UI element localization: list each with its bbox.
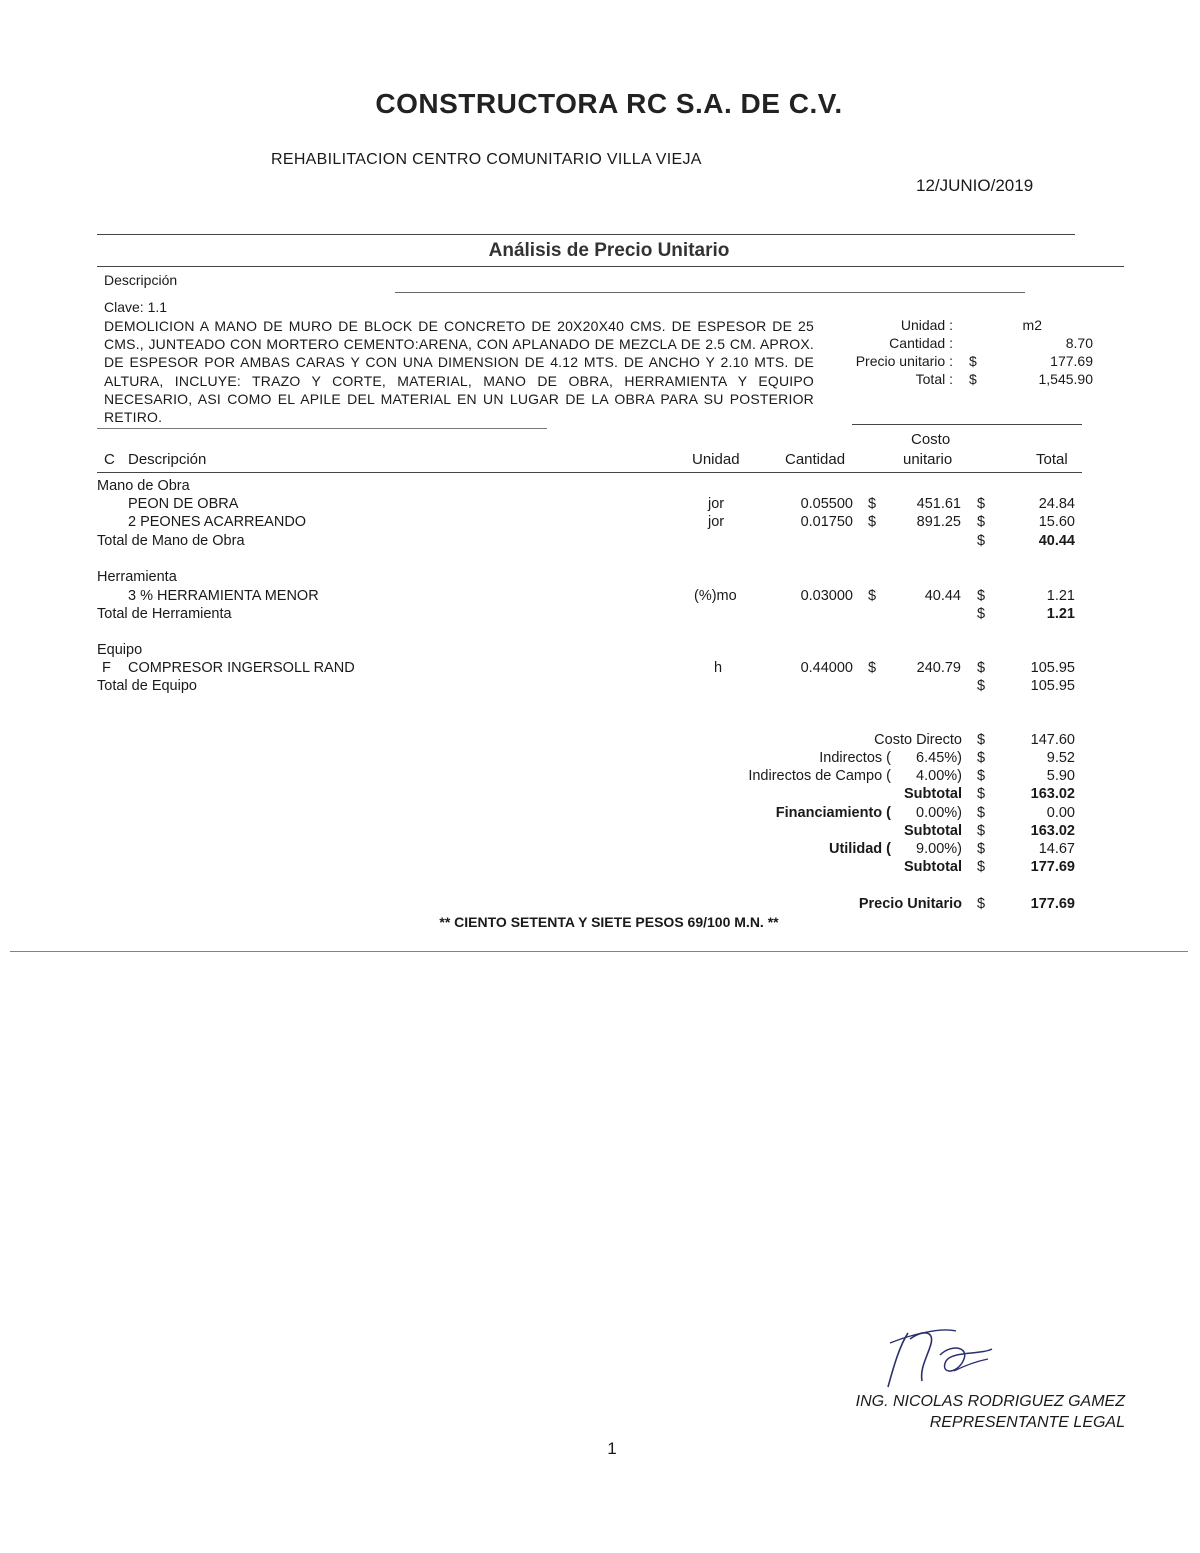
section-heading-equipment: Equipo: [97, 642, 143, 658]
col-header-description: Descripción: [128, 451, 207, 468]
table-row-total: 24.84: [1038, 496, 1075, 512]
total-label: Total :: [915, 371, 953, 387]
table-row-desc: PEON DE OBRA: [128, 496, 239, 512]
unit-price-value: 177.69: [1050, 353, 1093, 369]
table-row-unit: h: [714, 660, 723, 676]
footer-rule: [10, 951, 1188, 952]
quantity-value: 8.70: [1065, 335, 1093, 351]
col-header-code: C: [104, 451, 115, 468]
currency-symbol: $: [868, 660, 877, 676]
table-row-unit: (%)mo: [694, 588, 737, 604]
table-row-total: 105.95: [1030, 660, 1075, 676]
currency-symbol: $: [868, 496, 877, 512]
signatory-title: REPRESENTANTE LEGAL: [929, 1414, 1125, 1431]
subtotal-value-labor: 40.44: [1038, 533, 1075, 549]
table-row-total: 1.21: [1046, 588, 1075, 604]
col-header-total: Total: [1036, 451, 1068, 468]
item-description: DEMOLICION A MANO DE MURO DE BLOCK DE CONCRETO DE 20X20X40 CMS. DE ESPESOR DE 25 CMS., JUNTEADO CON MORTERO CEMENTO:ARENA, CON APLANADO DE MEZCLA DE 2.5 CM. APROX. DE ESPESOR POR AMBAS CARAS Y CON UNA DIMENSION DE 4.12 MTS. DE ANCHO Y 2.10 MTS. DE ALTURA, INCLUYE: TRAZO Y CORTE, MATERIAL, MANO DE OBRA, HERRAMIENTA Y EQUIPO NECESARIO, ASI COMO EL APILE DEL MATERIAL EN UN LUGAR DE LA OBRA PARA SU POSTERIOR RETIRO.: [104, 318, 814, 426]
currency-symbol: $: [977, 588, 986, 604]
section-heading-labor: Mano de Obra: [97, 478, 190, 494]
currency-symbol: $: [977, 823, 986, 839]
currency-symbol: $: [868, 514, 877, 530]
col-header-unit-cost-2: unitario: [903, 451, 953, 468]
currency-symbol: $: [977, 533, 986, 549]
total-value: 1,545.90: [1038, 371, 1093, 387]
title-bottom-rule: [97, 266, 1124, 267]
table-row-unit-cost: 451.61: [916, 496, 961, 512]
table-row-quantity: 0.05500: [800, 496, 853, 512]
currency-symbol: $: [977, 896, 986, 912]
currency-symbol: $: [977, 805, 986, 821]
subtotal-label-equipment: Total de Equipo: [97, 678, 197, 694]
currency-symbol: $: [977, 496, 986, 512]
financing-label: Financiamiento (: [775, 805, 891, 821]
company-name: CONSTRUCTORA RC S.A. DE C.V.: [375, 88, 843, 119]
col-header-quantity: Cantidad: [785, 451, 846, 468]
table-row-desc: 2 PEONES ACARREANDO: [128, 514, 307, 530]
project-name: REHABILITACION CENTRO COMUNITARIO VILLA VIEJA: [271, 151, 702, 168]
currency-symbol: $: [868, 588, 877, 604]
table-row-unit: jor: [708, 514, 725, 530]
field-indirect-value: 5.90: [1046, 768, 1075, 784]
financing-percent: 0.00%): [916, 805, 962, 821]
direct-cost-value: 147.60: [1030, 732, 1075, 748]
field-indirect-label: Indirectos de Campo (: [748, 768, 891, 784]
description-heading: Descripción: [104, 272, 178, 288]
section-heading-tools: Herramienta: [97, 569, 177, 585]
currency-symbol: $: [969, 353, 977, 369]
description-rule: [395, 292, 1025, 293]
profit-value: 14.67: [1038, 841, 1075, 857]
currency-symbol: $: [977, 786, 986, 802]
col-header-unit: Unidad: [692, 451, 740, 468]
section-title: Análisis de Precio Unitario: [488, 240, 730, 261]
table-top-rule: [97, 428, 547, 429]
field-indirect-percent: 4.00%): [916, 768, 962, 784]
table-row-quantity: 0.03000: [800, 588, 853, 604]
quantity-label: Cantidad :: [889, 335, 953, 351]
currency-symbol: $: [969, 371, 977, 387]
item-code: Clave: 1.1: [104, 299, 168, 315]
subtotal-value-1: 163.02: [1030, 786, 1075, 802]
unit-value: m2: [1022, 317, 1042, 333]
profit-label: Utilidad (: [828, 841, 891, 857]
amount-in-words: ** CIENTO SETENTA Y SIETE PESOS 69/100 M.N. **: [439, 914, 779, 930]
financing-value: 0.00: [1046, 805, 1075, 821]
signature-icon: [880, 1325, 1010, 1400]
currency-symbol: $: [977, 768, 986, 784]
currency-symbol: $: [977, 606, 986, 622]
table-row-code: F: [102, 660, 111, 676]
direct-cost-label: Costo Directo: [874, 732, 962, 748]
title-top-rule: [97, 234, 1075, 235]
table-row-quantity: 0.44000: [800, 660, 853, 676]
unit-price-label: Precio unitario :: [855, 353, 953, 369]
table-row-desc: COMPRESOR INGERSOLL RAND: [128, 660, 355, 676]
table-row-unit-cost: 891.25: [916, 514, 961, 530]
indirect-label: Indirectos (: [819, 750, 891, 766]
currency-symbol: $: [977, 678, 986, 694]
unit-price-final-label: Precio Unitario: [858, 896, 962, 912]
table-row-unit-cost: 240.79: [916, 660, 961, 676]
table-row-unit: jor: [708, 496, 725, 512]
profit-percent: 9.00%): [916, 841, 962, 857]
subtotal-value-3: 177.69: [1030, 859, 1075, 875]
page-number: 1: [607, 1439, 617, 1458]
col-header-unit-cost-1: Costo: [911, 431, 951, 448]
subtotal-value-tools: 1.21: [1046, 606, 1075, 622]
indirect-percent: 6.45%): [916, 750, 962, 766]
meta-rule: [852, 424, 1082, 425]
subtotal-value-equipment: 105.95: [1030, 678, 1075, 694]
subtotal-label: Subtotal: [904, 823, 962, 839]
subtotal-label-tools: Total de Herramienta: [97, 606, 232, 622]
table-row-desc: 3 % HERRAMIENTA MENOR: [128, 588, 319, 604]
signatory-name: ING. NICOLAS RODRIGUEZ GAMEZ: [855, 1393, 1125, 1410]
currency-symbol: $: [977, 750, 986, 766]
table-header-rule: [97, 472, 1082, 473]
subtotal-label: Subtotal: [904, 786, 962, 802]
subtotal-value-2: 163.02: [1030, 823, 1075, 839]
subtotal-label: Subtotal: [904, 859, 962, 875]
currency-symbol: $: [977, 660, 986, 676]
currency-symbol: $: [977, 841, 986, 857]
indirect-value: 9.52: [1046, 750, 1075, 766]
table-row-unit-cost: 40.44: [924, 588, 961, 604]
unit-label: Unidad :: [900, 317, 953, 333]
table-row-quantity: 0.01750: [800, 514, 853, 530]
document-date: 12/JUNIO/2019: [916, 176, 1034, 195]
currency-symbol: $: [977, 514, 986, 530]
subtotal-label-labor: Total de Mano de Obra: [97, 533, 245, 549]
currency-symbol: $: [977, 732, 986, 748]
unit-price-final-value: 177.69: [1030, 896, 1075, 912]
currency-symbol: $: [977, 859, 986, 875]
table-row-total: 15.60: [1038, 514, 1075, 530]
